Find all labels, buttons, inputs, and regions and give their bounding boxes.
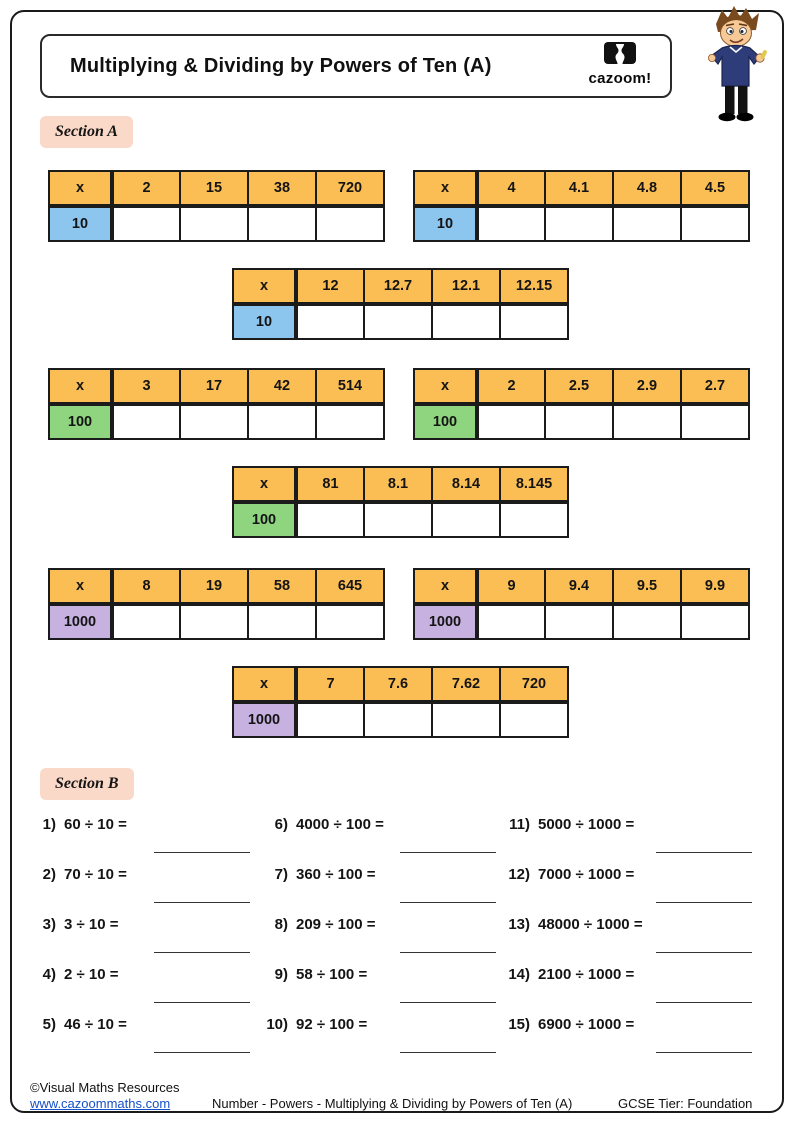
problem-item [40,862,127,912]
problem-number: 13) [508,916,530,933]
factor-cell: 8.1 [364,467,432,502]
problem-number: 14) [508,966,530,983]
problems-column-1 [40,812,127,1062]
operator-cell: x [414,569,477,604]
problem-number: 10) [266,1016,288,1033]
problem-item [500,912,643,962]
factor-cell: 9 [477,569,545,604]
multiplier-cell: 100 [414,404,477,439]
multiplication-table-6 [232,466,569,538]
factor-cell: 514 [316,369,384,404]
table-answer-row [49,206,384,241]
problems-column-2 [262,812,384,1062]
answer-cell[interactable] [364,304,432,339]
multiplier-cell: 1000 [414,604,477,639]
answer-cell[interactable] [112,404,180,439]
multiplication-table-1 [48,170,385,242]
operator-cell: x [233,667,296,702]
answer-cell[interactable] [112,206,180,241]
problem-number: 7) [274,866,288,883]
factor-cell: 4.8 [613,171,681,206]
answer-cell[interactable] [613,206,681,241]
section-a-label: Section A [40,116,133,148]
problem-number: 3) [42,916,56,933]
multiplier-cell: 10 [49,206,112,241]
answer-cell[interactable] [500,502,568,537]
factor-cell: 3 [112,369,180,404]
factor-cell: 12.7 [364,269,432,304]
cazoom-logo [580,42,660,87]
answer-cell[interactable] [681,206,749,241]
answer-cell[interactable] [248,404,316,439]
table-header-row [233,467,568,502]
answer-line[interactable] [400,902,496,903]
factor-cell: 81 [296,467,364,502]
problem-number: 9) [274,966,288,983]
problem-item [262,1012,384,1062]
operator-cell: x [233,269,296,304]
factor-cell: 2.5 [545,369,613,404]
problem-expression: 92 ÷ 100 = [296,1016,368,1033]
multiplication-table-7 [48,568,385,640]
answer-cell[interactable] [500,702,568,737]
website-link[interactable]: www.cazoommaths.com [30,1096,171,1111]
factor-cell: 12.1 [432,269,500,304]
factor-cell: 4 [477,171,545,206]
problem-expression: 4000 ÷ 100 = [296,816,384,833]
page-title: Multiplying & Dividing by Powers of Ten (A) [70,55,492,77]
problem-item [262,912,384,962]
answer-cell[interactable] [316,604,384,639]
table-header-row [49,569,384,604]
factor-cell: 720 [500,667,568,702]
table-header-row [233,269,568,304]
problems-column-3 [500,812,643,1062]
title-box [40,34,672,98]
answer-line[interactable] [656,952,752,953]
problem-item [500,962,643,1012]
table-header-row [233,667,568,702]
answer-cell[interactable] [180,604,248,639]
answer-line[interactable] [400,852,496,853]
answer-cell[interactable] [364,702,432,737]
answer-cell[interactable] [477,604,545,639]
answer-cell[interactable] [681,404,749,439]
factor-cell: 17 [180,369,248,404]
multiplier-cell: 100 [49,404,112,439]
problem-expression: 48000 ÷ 1000 = [538,916,643,933]
multiplication-table-4 [48,368,385,440]
problem-item [262,812,384,862]
problem-number: 12) [508,866,530,883]
problem-expression: 58 ÷ 100 = [296,966,368,983]
problem-item [500,812,643,862]
answer-line[interactable] [656,902,752,903]
factor-cell: 58 [248,569,316,604]
operator-cell: x [49,369,112,404]
table-header-row [414,171,749,206]
answer-line[interactable] [656,1052,752,1053]
logo-wordmark: cazoom! [588,70,652,87]
answer-cell[interactable] [180,404,248,439]
table-header-row [49,171,384,206]
factor-cell: 2.9 [613,369,681,404]
table-answer-row [233,502,568,537]
answer-cell[interactable] [477,206,545,241]
table-header-row [414,569,749,604]
answer-line[interactable] [656,852,752,853]
footer-left [30,1080,180,1112]
problem-item [40,912,127,962]
tier-label: GCSE Tier: Foundation [618,1096,753,1111]
answer-cell[interactable] [500,304,568,339]
multiplication-table-3 [232,268,569,340]
factor-cell: 2.7 [681,369,749,404]
answer-cell[interactable] [432,502,500,537]
problem-expression: 3 ÷ 10 = [64,916,119,933]
problem-item [40,812,127,862]
factor-cell: 12 [296,269,364,304]
multiplier-cell: 10 [233,304,296,339]
factor-cell: 9.9 [681,569,749,604]
problem-number: 15) [508,1016,530,1033]
answer-cell[interactable] [613,604,681,639]
answer-cell[interactable] [316,206,384,241]
operator-cell: x [414,369,477,404]
factor-cell: 8.145 [500,467,568,502]
problem-number: 4) [42,966,56,983]
factor-cell: 42 [248,369,316,404]
factor-cell: 7.62 [432,667,500,702]
factor-cell: 9.4 [545,569,613,604]
factor-cell: 9.5 [613,569,681,604]
problem-number: 1) [42,816,56,833]
factor-cell: 8.14 [432,467,500,502]
answer-cell[interactable] [296,502,364,537]
answer-cell[interactable] [316,404,384,439]
factor-cell: 2 [112,171,180,206]
answer-line[interactable] [400,952,496,953]
factor-cell: 15 [180,171,248,206]
answer-line[interactable] [154,952,250,953]
answer-line[interactable] [154,1002,250,1003]
operator-cell: x [49,569,112,604]
factor-cell: 7 [296,667,364,702]
multiplication-table-2 [413,170,750,242]
table-answer-row [414,404,749,439]
multiplier-cell: 1000 [49,604,112,639]
problem-number: 2) [42,866,56,883]
factor-cell: 7.6 [364,667,432,702]
answer-line[interactable] [154,1052,250,1053]
multiplication-table-5 [413,368,750,440]
problem-item [262,962,384,1012]
problem-number: 8) [274,916,288,933]
table-answer-row [49,404,384,439]
factor-cell: 12.15 [500,269,568,304]
operator-cell: x [49,171,112,206]
table-header-row [414,369,749,404]
problem-expression: 2 ÷ 10 = [64,966,119,983]
problem-expression: 6900 ÷ 1000 = [538,1016,635,1033]
problem-expression: 2100 ÷ 1000 = [538,966,635,983]
table-answer-row [414,604,749,639]
factor-cell: 38 [248,171,316,206]
answer-cell[interactable] [432,702,500,737]
answer-cell[interactable] [613,404,681,439]
problem-item [500,862,643,912]
problem-number: 5) [42,1016,56,1033]
problem-expression: 46 ÷ 10 = [64,1016,127,1033]
operator-cell: x [414,171,477,206]
answer-cell[interactable] [477,404,545,439]
problem-expression: 60 ÷ 10 = [64,816,127,833]
problem-number: 11) [509,816,530,833]
factor-cell: 8 [112,569,180,604]
answer-cell[interactable] [545,206,613,241]
table-answer-row [49,604,384,639]
answer-cell[interactable] [296,304,364,339]
problem-expression: 360 ÷ 100 = [296,866,376,883]
factor-cell: 4.5 [681,171,749,206]
answer-line[interactable] [656,1002,752,1003]
worksheet-reference: Number - Powers - Multiplying & Dividing by Powers of Ten (A) [212,1096,573,1111]
factor-cell: 19 [180,569,248,604]
operator-cell: x [233,467,296,502]
answer-line[interactable] [400,1002,496,1003]
answer-cell[interactable] [364,502,432,537]
table-answer-row [414,206,749,241]
factor-cell: 2 [477,369,545,404]
cartoon-boy-mascot [688,4,780,135]
answer-cell[interactable] [545,604,613,639]
multiplier-cell: 1000 [233,702,296,737]
answer-line[interactable] [154,902,250,903]
answer-cell[interactable] [432,304,500,339]
problem-item [500,1012,643,1062]
rubin-vase-logo-icon [600,53,640,70]
answer-cell[interactable] [681,604,749,639]
factor-cell: 645 [316,569,384,604]
problem-expression: 5000 ÷ 1000 = [538,816,635,833]
section-b-label: Section B [40,768,134,800]
table-answer-row [233,702,568,737]
factor-cell: 4.1 [545,171,613,206]
multiplication-table-8 [413,568,750,640]
problem-item [262,862,384,912]
table-header-row [49,369,384,404]
problem-expression: 209 ÷ 100 = [296,916,376,933]
answer-cell[interactable] [296,702,364,737]
problem-item [40,962,127,1012]
multiplication-table-9 [232,666,569,738]
problem-item [40,1012,127,1062]
answer-cell[interactable] [545,404,613,439]
answer-cell[interactable] [180,206,248,241]
problem-number: 6) [274,816,288,833]
problem-expression: 7000 ÷ 1000 = [538,866,635,883]
answer-line[interactable] [154,852,250,853]
answer-cell[interactable] [112,604,180,639]
multiplier-cell: 10 [414,206,477,241]
factor-cell: 720 [316,171,384,206]
multiplier-cell: 100 [233,502,296,537]
answer-cell[interactable] [248,604,316,639]
answer-line[interactable] [400,1052,496,1053]
table-answer-row [233,304,568,339]
copyright-text: ©Visual Maths Resources [30,1080,180,1095]
problem-expression: 70 ÷ 10 = [64,866,127,883]
answer-cell[interactable] [248,206,316,241]
